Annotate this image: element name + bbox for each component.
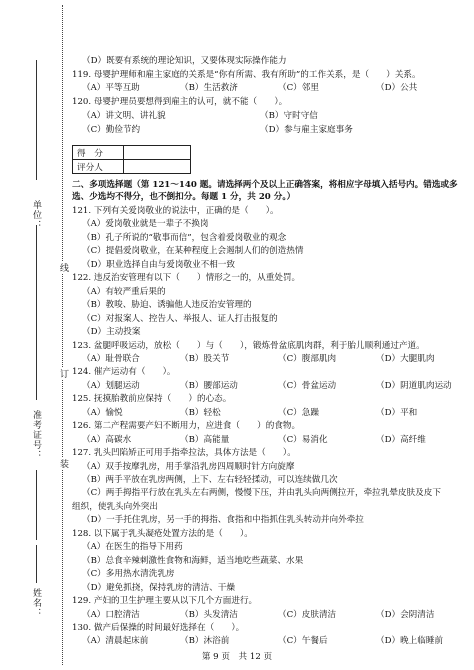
option-c: （C）急躁 [278, 407, 319, 418]
score-label: 得 分 [73, 146, 124, 160]
option-line: （D）既要有系统的理论知识，又要体现实际操作能力 [82, 56, 287, 66]
option-b: （B）轻松 [180, 407, 221, 418]
option-b: （B）生活救济 [180, 83, 238, 94]
option-a: （A）高碳水 [82, 434, 132, 445]
binding-mark-ding: 订 [58, 369, 68, 378]
name-label: 姓名： [31, 588, 41, 618]
option-item: （A）讲文明、讲礼貌 [82, 110, 166, 121]
option-line: （C）两手拇指平行放在乳头左右两侧，慢慢下压，并由乳头向两侧拉开，牵拉乳晕皮肤及皮下 [82, 488, 441, 499]
option-line: （B）教唆、胁迫、诱骗他人违反治安管理的 [82, 300, 252, 311]
option-a: （A）划腿运动 [82, 380, 140, 391]
option-c: （C）腹部肌肉 [278, 353, 337, 364]
unit-blank-line [36, 60, 37, 180]
option-a: （A）平等互助 [82, 83, 140, 94]
option-line: （B）总食辛辣刺激性食物和海鲜，适当地吃些蔬菜、水果 [82, 555, 304, 566]
option-c: （C）邻里 [278, 83, 319, 94]
score-table [72, 145, 191, 174]
grader-label: 评分人 [73, 160, 124, 174]
question-line: 121. 下列有关爱岗敬业的说法中，正确的是（ ）。 [72, 206, 279, 216]
section-heading: 二、多项选择题（第 121～140 题。请选择两个及以上正确答案，将相应字母填入括号内。错选或多选、少选均不得分，也不倒扣分。每题 1 分，共 20 分。） [72, 180, 458, 202]
option-c: （C）易消化 [278, 434, 328, 445]
option-c: （C）皮肤清洁 [278, 609, 337, 620]
question-line: 130. 做产后保操的时间最好选择在（ ）。 [72, 622, 245, 633]
option-line: （C）对报案人、控告人、举报人、证人打击报复的 [82, 313, 278, 324]
option-line: （C）提倡爱岗敬业，在某种程度上会遏制人们的创造热情 [82, 246, 304, 257]
option-d: （D）高纤维 [376, 434, 426, 445]
option-b: （B）高能量 [180, 434, 230, 445]
option-line: （D）主动投案 [82, 327, 141, 338]
option-line: （A）在医生的指导下用药 [82, 542, 183, 553]
unit-label: 单位： [31, 200, 41, 230]
question-line: 120. 母婴护理员要想得到雇主的认可，就不能（ ）。 [72, 97, 288, 108]
option-a: （A）愉悦 [82, 407, 123, 418]
option-a: （A）耻骨联合 [82, 353, 140, 364]
option-b: （B）腰部运动 [180, 380, 238, 391]
name-blank-line [36, 545, 37, 583]
question-line: 129. 产妇的卫生护理主要从以下几个方面进行。 [72, 596, 258, 607]
option-a: （A）口腔清洁 [82, 609, 140, 620]
option-line: （A）双手按摩乳房，用手掌沿乳房四周顺时针方向旋摩 [82, 461, 295, 472]
option-d: （D）大腿肌肉 [376, 353, 435, 364]
option-d: （D）晚上临睡前 [376, 636, 444, 647]
option-d: （D）阴道肌肉运动 [376, 380, 452, 391]
option-line: （D）避免抓挠，保持乳房的清洁、干燥 [82, 582, 235, 593]
option-b: （B）头发清洁 [180, 609, 238, 620]
option-item: （B）守时守信 [260, 110, 318, 121]
option-line: （A）爱岗敬业就是一辈子不换岗 [82, 219, 209, 230]
option-b: （B）股关节 [180, 353, 230, 364]
binding-dotted-line [62, 5, 63, 665]
option-line: （C）多用热水清洗乳房 [82, 569, 175, 580]
option-b: （B）沐浴前 [180, 636, 230, 647]
question-line: 124. 催产运动有（ ）。 [72, 367, 176, 378]
option-line: （D）一手托住乳房，另一手的拇指、食指和中指抓住乳头转动并向外牵拉 [82, 515, 364, 526]
score-cell[interactable] [124, 146, 191, 160]
id-blank-line-lower [36, 470, 37, 540]
page-footer: 第 9 页 共 12 页 [201, 652, 273, 662]
option-line: （B）孔子所说的“敬事而信”，包含着爱岗敬业的观念 [82, 232, 287, 243]
question-line: 123. 盆腿呼吸运动，放松（ ）与（ ），锻炼骨盆底肌肉群，利于胎儿顺利通过产道。 [72, 340, 425, 351]
option-c: （C）午餐后 [278, 636, 328, 647]
option-line: （D）职业选择自由与爱岗敬业不相一致 [82, 259, 235, 270]
question-line: 125. 抚摸胎教前应保持（ ）的心态。 [72, 394, 232, 405]
option-d: （D）平和 [376, 407, 418, 418]
option-d: （D）公共 [376, 83, 418, 94]
option-c: （C）骨盆运动 [278, 380, 337, 391]
binding-mark-zhuang: 装 [58, 459, 68, 468]
question-line: 128. 以下属于乳头凝疮处置方法的是（ ）。 [72, 528, 253, 539]
binding-mark-xian: 线 [58, 263, 68, 272]
question-line: 122. 违反治安管理有以下（ ）情形之一的，从重处罚。 [72, 273, 301, 284]
question-line: 127. 乳头凹陷矫正可用手指牵拉法，具体方法是（ ）。 [72, 448, 296, 459]
option-item: （D）参与雇主家庭事务 [260, 124, 353, 135]
option-a: （A）清晨起床前 [82, 636, 149, 647]
id-blank-line [36, 300, 37, 400]
question-line: 126. 第二产程需要产妇不断用力，应进食（ ）的食物。 [72, 421, 301, 432]
option-line: （A）有较严重后果的 [82, 286, 166, 297]
question-line: 组织，使乳头向外突出 [72, 501, 158, 512]
grader-cell[interactable] [124, 160, 191, 174]
option-line: （B）两手平放在乳房两侧，上下、左右轻轻揉动，可以连续做几次 [82, 475, 338, 485]
option-item: （C）勤俭节约 [82, 124, 141, 135]
id-label: 准考证号： [31, 410, 41, 460]
option-d: （D）会阴清洁 [376, 609, 435, 620]
question-line: 119. 母婴护理师和雇主家庭的关系是“你有所需、我有所助”的工作关系，是（ ）关系。 [72, 69, 421, 80]
